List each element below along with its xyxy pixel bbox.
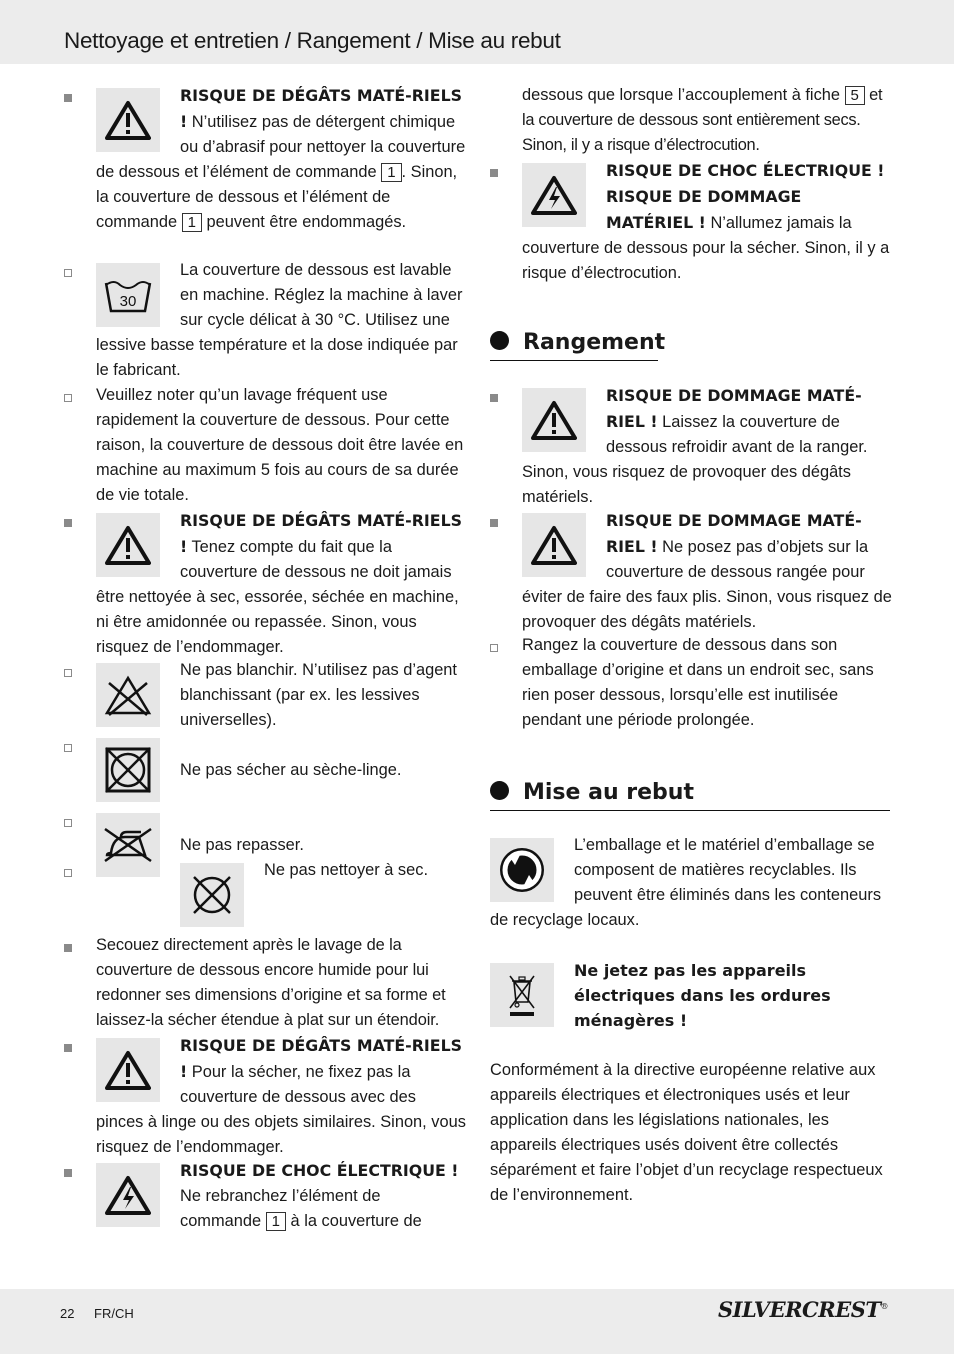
warning-heading: RISQUE DE CHOC ÉLECTRIQUE ! RISQUE DE DOMMAGE MATÉRIEL ! — [606, 161, 885, 232]
wash-30-icon — [96, 263, 160, 327]
list-item: Ne pas repasser. — [96, 808, 466, 858]
list-item: Ne pas sécher au sèche-linge. — [96, 733, 466, 808]
square-bullet — [64, 94, 72, 102]
brand-logo: SILVERCREST® — [718, 1297, 888, 1322]
page-header — [0, 0, 954, 64]
hollow-bullet — [64, 394, 72, 402]
disposal-warning: Ne jetez pas les appareils électriques dans les ordures ménagères ! — [574, 961, 831, 1030]
ref-number: 1 — [182, 213, 202, 232]
section-underline — [490, 360, 658, 362]
square-bullet — [64, 944, 72, 952]
no-dry-clean-icon — [180, 863, 244, 927]
list-item: RISQUE DE DÉGÂTS MATÉ-RIELS ! Tenez compte du fait que la couverture de dessous ne doit jamais être nettoyée à sec, essorée, séchée en machine, ni être amidonnée ou repassée. Sinon, vous risquez de l’endommager. — [96, 508, 466, 658]
electric-shock-warning-icon — [522, 163, 586, 227]
warning-icon — [522, 388, 586, 452]
list-item: RISQUE DE DOMMAGE MATÉ-RIEL ! Ne posez pas d’objets sur la couverture de dessous rangée pour éviter de faire des faux plis. Sinon, vous risquez de provoquer des dégâts matériels. — [522, 508, 892, 633]
hollow-bullet — [64, 819, 72, 827]
warning-heading: RISQUE DE DÉGÂTS MATÉ-RIELS ! — [180, 1036, 463, 1081]
list-item: 30 La couverture de dessous est lavable en machine. Réglez la machine à laver sur cycle délicat à 30 °C. Utilisez une lessive basse température et la dose indiquée par le fabricant. — [96, 258, 466, 383]
no-bleach-icon — [96, 663, 160, 727]
square-bullet — [64, 1044, 72, 1052]
list-item: L’emballage et le matériel d’emballage se composent de matières recyclables. Ils peuvent être éliminés dans les conteneurs de recyclage locaux. — [490, 836, 882, 929]
no-tumble-dry-icon — [96, 738, 160, 802]
hollow-bullet — [64, 669, 72, 677]
warning-heading: RISQUE DE DÉGÂTS MATÉ-RIELS ! — [180, 86, 463, 131]
electric-shock-warning-icon — [96, 1163, 160, 1227]
list-item: Ne pas blanchir. N’utilisez pas d’agent blanchissant (par ex. les lessives universelles). — [96, 658, 466, 733]
list-item: RISQUE DE CHOC ÉLECTRIQUE ! RISQUE DE DOMMAGE MATÉRIEL ! N’allumez jamais la couverture de dessous pour la sécher. Sinon, il y a risque d’électrocution. — [522, 158, 892, 283]
page-title: Nettoyage et entretien / Rangement / Mise au rebut — [64, 28, 561, 53]
list-item: RISQUE DE DÉGÂTS MATÉ-RIELS ! N’utilisez pas de détergent chimique ou d’abrasif pour nettoyer la couverture de dessous et l’élément de commande 1 . Sinon, la couverture de dessous et l’élément de commande 1 peuvent être endommagés. — [96, 83, 466, 258]
ref-number: 1 — [381, 163, 401, 182]
section-bullet — [490, 331, 509, 350]
hollow-bullet — [64, 269, 72, 277]
section-title-mise-au-rebut: Mise au rebut — [490, 780, 694, 805]
warning-icon — [522, 513, 586, 577]
section-title-rangement: Rangement — [490, 330, 665, 355]
list-item: RISQUE DE DOMMAGE MATÉ-RIEL ! Laissez la couverture de dessous refroidir avant de la ranger. Sinon, vous risquez de provoquer des dégâts matériels. — [522, 383, 892, 508]
language-code: FR/CH — [94, 1306, 134, 1321]
ref-number: 5 — [845, 86, 865, 105]
list-item: Ne pas nettoyer à sec. — [96, 858, 466, 933]
hollow-bullet — [64, 869, 72, 877]
ref-number: 1 — [266, 1212, 286, 1231]
recycling-green-dot-icon — [490, 838, 554, 902]
hollow-bullet — [64, 744, 72, 752]
list-item: Rangez la couverture de dessous dans son emballage d’origine et dans un endroit sec, sans rien poser dessous, lorsqu’elle est inutilisée pendant une période prolongée. — [522, 633, 892, 733]
warning-heading: RISQUE DE DÉGÂTS MATÉ-RIELS ! — [180, 511, 463, 556]
warning-icon — [96, 88, 160, 152]
warning-heading: RISQUE DE DOMMAGE MATÉ-RIEL ! — [606, 386, 862, 431]
list-item: dessous que lorsque l’accouplement à fiche 5 et la couverture de dessous sont entièrement secs. Sinon, il y a risque d’électrocution. — [522, 86, 883, 154]
list-item: Veuillez noter qu’un lavage fréquent use rapidement la couverture de dessous. Pour cette raison, la couverture de dessous doit être lavée en machine au maximum 5 fois au cours de sa durée de vie totale. — [96, 383, 466, 508]
list-item: RISQUE DE CHOC ÉLECTRIQUE ! Ne rebranchez l’élément de commande 1 à la couverture de — [96, 1158, 466, 1233]
warning-heading: RISQUE DE CHOC ÉLECTRIQUE ! — [180, 1161, 459, 1180]
section-bullet — [490, 781, 509, 800]
wash-temp-label: 30 — [119, 293, 137, 310]
page-footer — [0, 1289, 954, 1354]
warning-heading: RISQUE DE DOMMAGE MATÉ-RIEL ! — [606, 511, 862, 556]
square-bullet — [64, 1169, 72, 1177]
square-bullet — [490, 519, 498, 527]
hollow-bullet — [490, 644, 498, 652]
list-item: Secouez directement après le lavage de la couverture de dessous encore humide pour lui redonner ses dimensions d’origine et sa forme et laissez-la sécher étendue à plat sur un étendoir. — [96, 933, 466, 1033]
weee-bin-icon — [490, 963, 554, 1027]
list-item: Conformément à la directive européenne relative aux appareils électriques et électroniques usés et leur application dans les législations nationales, les appareils électriques usés doivent être collectés séparément et faire l’objet d’un recyclage respectueux de l’environnement. — [490, 1061, 883, 1204]
square-bullet — [490, 169, 498, 177]
square-bullet — [490, 394, 498, 402]
list-item — [490, 958, 892, 1058]
page-number: 22 — [60, 1306, 75, 1321]
warning-icon — [96, 1038, 160, 1102]
square-bullet — [64, 519, 72, 527]
section-underline — [490, 810, 890, 812]
warning-icon — [96, 513, 160, 577]
left-column — [96, 83, 466, 1233]
right-column-rangement — [522, 383, 892, 733]
list-item: RISQUE DE DÉGÂTS MATÉ-RIELS ! Pour la sécher, ne fixez pas la couverture de dessous avec des pinces à linge ou des objets similaires. Sinon, vous risquez de l’endommager. — [96, 1033, 466, 1158]
right-column-top — [522, 83, 892, 283]
right-column-rebut — [490, 833, 892, 1208]
